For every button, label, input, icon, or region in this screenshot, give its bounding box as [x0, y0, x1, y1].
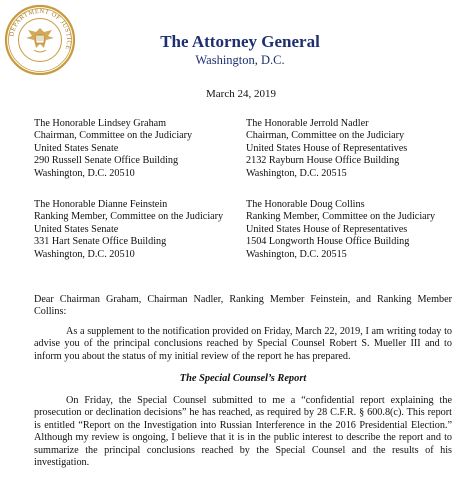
addressee-line: Washington, D.C. 20515 [246, 248, 347, 260]
addressee-line: United States House of Representatives [246, 223, 408, 235]
addressee-line: The Honorable Jerrold Nadler [246, 118, 369, 129]
letterhead-title: The Attorney General [160, 32, 320, 51]
addressee-line: Ranking Member, Committee on the Judiciary [246, 211, 436, 223]
paragraph-intro: As a supplement to the notification provided on Friday, March 22, 2019, I am writing today to advise you of the principal conclusions reached by Special Counsel Robert S. Mueller III and to inform you about the status of my initial review of the report he has prepared. [34, 326, 452, 362]
addressee-line: 290 Russell Senate Office Building [34, 155, 179, 167]
addressee-line: The Honorable Dianne Feinstein [34, 199, 168, 210]
addressee-line: Chairman, Committee on the Judiciary [246, 130, 405, 142]
addressee-line: United States Senate [34, 223, 119, 235]
addressee-block-feinstein [34, 199, 223, 261]
addressee-line: United States Senate [34, 142, 119, 154]
addressee-line: The Honorable Doug Collins [246, 199, 365, 210]
addressee-line: Washington, D.C. 20510 [34, 167, 135, 179]
paragraph-report: On Friday, the Special Counsel submitted to me a “confidential report explaining the prosecution or declination decisions” he has reached, as required by 28 C.F.R. § 600.8(c). This report is entitled “Report on the Investigation into Russian Interference in the 2016 Presidential Election.” Although my review is ongoing, I believe that it is in the public interest to describe the report and to summarize the principal conclusions reached by the Special Counsel and the results of his investigation. [34, 395, 452, 469]
department-seal-icon [4, 4, 76, 76]
addressee-line: 1504 Longworth House Office Building [246, 236, 410, 248]
addressee-line: Washington, D.C. 20515 [246, 167, 347, 179]
addressee-line: 2132 Rayburn House Office Building [246, 155, 400, 167]
section-heading: The Special Counsel’s Report [179, 373, 307, 384]
letterhead-city: Washington, D.C. [195, 53, 285, 67]
addressee-line: Chairman, Committee on the Judiciary [34, 130, 193, 142]
addressee-block-nadler [246, 118, 407, 180]
seal-ring-text: DEPARTMENT OF JUSTICE [8, 7, 73, 51]
addressee-block-collins [246, 199, 435, 261]
addressee-line: 331 Hart Senate Office Building [34, 236, 167, 248]
letterhead [120, 32, 360, 68]
addressee-block-graham [34, 118, 192, 180]
salutation: Dear Chairman Graham, Chairman Nadler, Ranking Member Feinstein, and Ranking Member Collins: [34, 294, 452, 318]
addressee-line: The Honorable Lindsey Graham [34, 118, 167, 129]
addressee-line: United States House of Representatives [246, 142, 408, 154]
addressee-line: Washington, D.C. 20510 [34, 248, 135, 260]
letter-date: March 24, 2019 [206, 88, 276, 100]
addressee-line: Ranking Member, Committee on the Judiciary [34, 211, 224, 223]
